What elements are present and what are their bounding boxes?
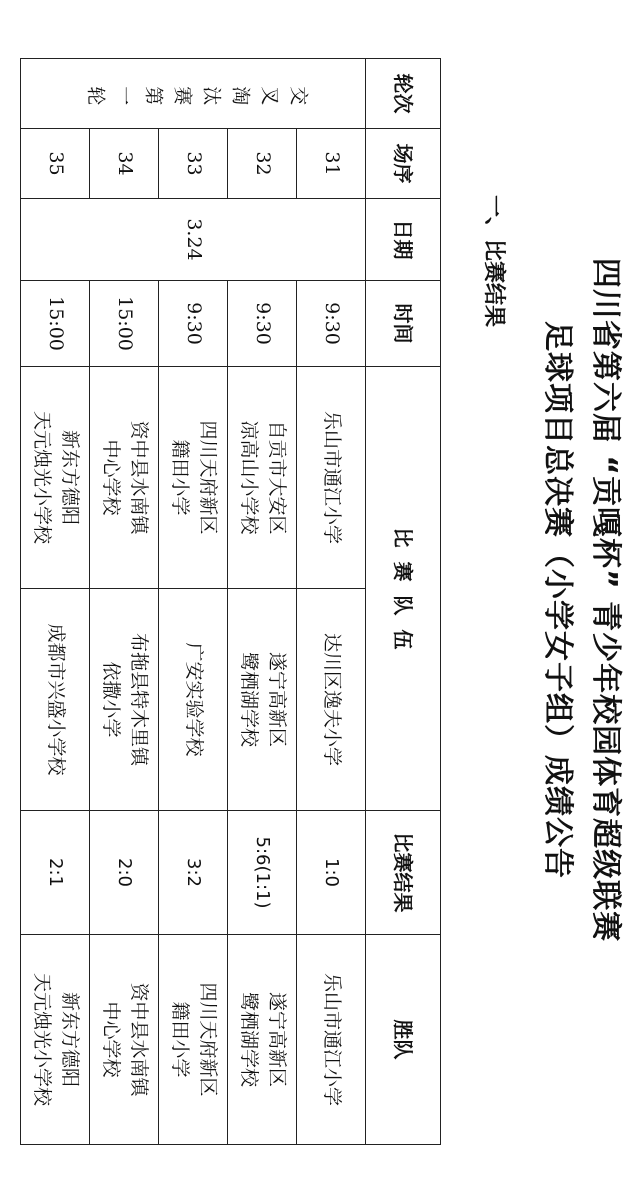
- document-title-line1: 四川省第六届 “贡嘎杯” 青少年校园体育超级联赛: [588, 257, 623, 943]
- result-score: 5:6(1:1): [251, 836, 273, 909]
- result-score: 2:0: [113, 858, 135, 887]
- winner-name: 新东方德阳 天元烛光小学校: [31, 972, 81, 1106]
- time-cell: 9:30: [228, 281, 297, 367]
- header-winner: 胜队: [366, 935, 441, 1145]
- winner-name: 乐山市通江小学: [320, 972, 343, 1106]
- team-a-cell: [21, 367, 90, 589]
- date-cell: 3.24: [21, 199, 366, 281]
- time-cell: 15:00: [21, 281, 90, 367]
- winner-cell: [90, 935, 159, 1145]
- team-a-name: 四川天府新区 籍田小学: [169, 420, 219, 535]
- team-b-cell: [21, 589, 90, 811]
- section-heading: 一、比赛结果: [481, 195, 506, 328]
- time-cell: 9:30: [297, 281, 366, 367]
- winner-cell: [228, 935, 297, 1145]
- result-cell: [21, 811, 90, 935]
- winner-cell: [21, 935, 90, 1145]
- team-b-name: 成都市兴盛小学校: [44, 623, 67, 776]
- team-b-name: 达川区逸夫小学: [320, 632, 343, 766]
- team-a-cell: [297, 367, 366, 589]
- team-a-cell: [90, 367, 159, 589]
- team-a-name: 自贡市大安区 凉高山小学校: [238, 420, 288, 535]
- match-no-cell: 34: [90, 129, 159, 199]
- team-a-name: 资中县水南镇 中心学校: [100, 420, 150, 535]
- time-cell: 9:30: [159, 281, 228, 367]
- match-no-cell: 33: [159, 129, 228, 199]
- team-b-cell: [228, 589, 297, 811]
- team-b-cell: [90, 589, 159, 811]
- header-teams: 比 赛 队 伍: [366, 367, 441, 811]
- document-title-line2: 足球项目总决赛（小学女子组）成绩公告: [540, 321, 575, 879]
- round-cell: [21, 59, 366, 129]
- result-score: 3:2: [182, 858, 204, 887]
- result-cell: [228, 811, 297, 935]
- team-b-name: 遂宁高新区 鹭栖湖学校: [238, 651, 288, 747]
- results-table: [20, 58, 441, 1145]
- result-cell: [159, 811, 228, 935]
- header-round: 轮次: [366, 59, 441, 129]
- winner-name: 遂宁高新区 鹭栖湖学校: [238, 991, 288, 1087]
- winner-cell: [297, 935, 366, 1145]
- header-date: 日期: [366, 199, 441, 281]
- team-a-cell: [228, 367, 297, 589]
- team-a-name: 新东方德阳 天元烛光小学校: [31, 410, 81, 544]
- round-label: 交叉淘汰赛第一轮: [77, 83, 309, 106]
- winner-cell: [159, 935, 228, 1145]
- team-b-name: 广安实验学校: [182, 642, 205, 757]
- header-result: 比赛结果: [366, 811, 441, 935]
- table-row: [297, 59, 366, 1145]
- team-b-cell: [159, 589, 228, 811]
- team-a-name: 乐山市通江小学: [320, 410, 343, 544]
- time-cell: 15:00: [90, 281, 159, 367]
- winner-name: 四川天府新区 籍田小学: [169, 982, 219, 1097]
- match-no-cell: 35: [21, 129, 90, 199]
- header-match-no: 场序: [366, 129, 441, 199]
- result-score: 1:0: [320, 858, 342, 887]
- winner-name: 资中县水南镇 中心学校: [100, 982, 150, 1097]
- match-no-cell: 32: [228, 129, 297, 199]
- result-cell: [90, 811, 159, 935]
- result-cell: [297, 811, 366, 935]
- header-time: 时间: [366, 281, 441, 367]
- header-row: [366, 59, 441, 1145]
- team-b-cell: [297, 589, 366, 811]
- match-no-cell: 31: [297, 129, 366, 199]
- team-b-name: 布拖县特木里镇 依撒小学: [100, 632, 150, 766]
- team-a-cell: [159, 367, 228, 589]
- result-score: 2:1: [44, 858, 66, 887]
